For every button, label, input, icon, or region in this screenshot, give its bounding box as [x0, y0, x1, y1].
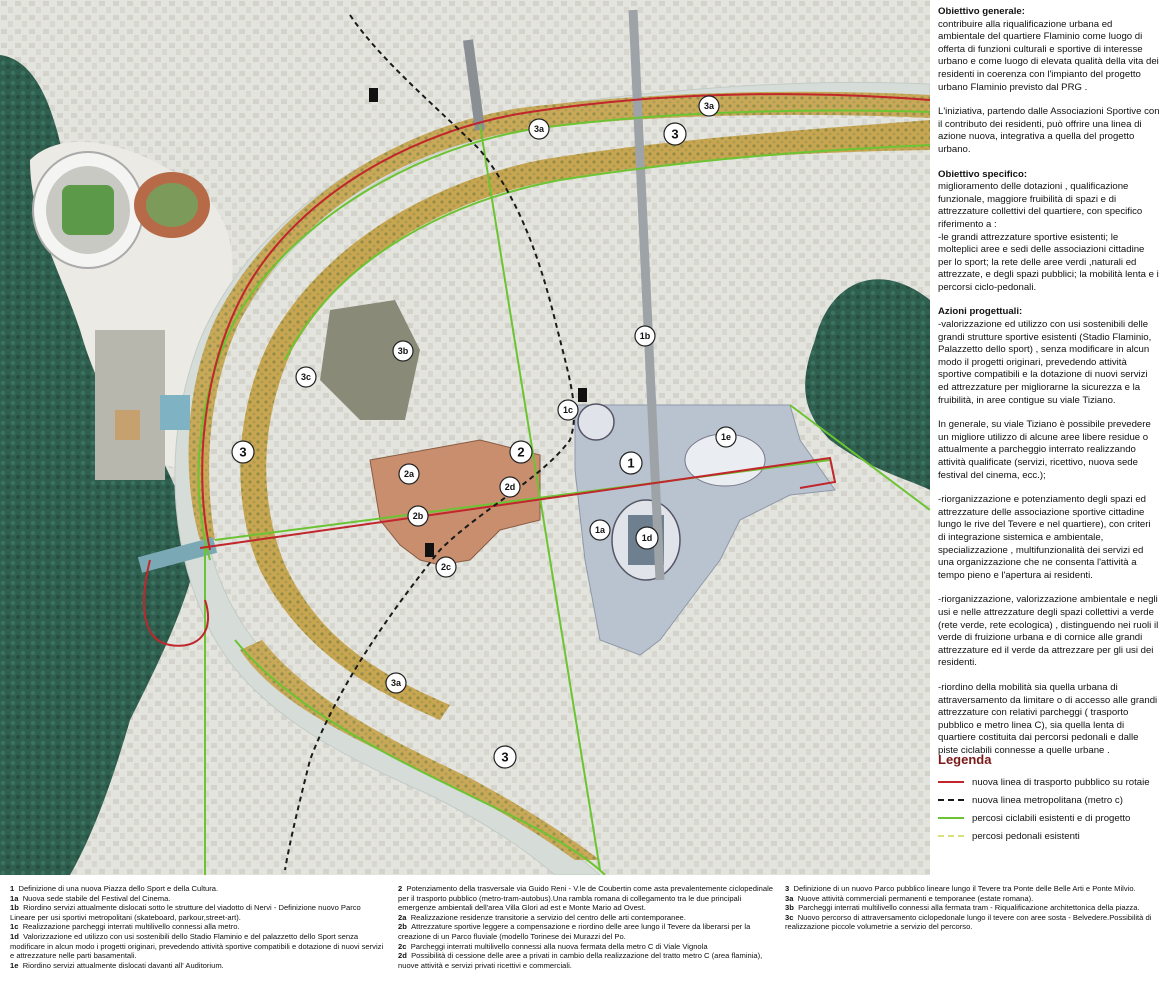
note-key: 1c	[10, 922, 19, 932]
map-marker-3a-top2	[529, 119, 549, 139]
note-text: Nuove attività commerciali permanenti e temporanee (estate romana).	[797, 893, 1034, 903]
legend-swatch	[938, 781, 964, 783]
map-marker-label: 3a	[390, 678, 402, 688]
note-text: Realizzazione parcheggi interrati multilivello connessi alla metro.	[22, 922, 240, 932]
legend-label: nuova linea di trasporto pubblico su rotaie	[972, 776, 1150, 788]
project-actions-title: Azioni progettuali:	[938, 306, 1023, 318]
notes-column-2	[398, 884, 773, 970]
note-text: Attrezzature sportive leggere a compensazione e riordino delle aree lungo il Tevere da liberarsi per la creazione di un Parco fluviale (modello Torinese dei Murazzi del Po.	[398, 922, 751, 941]
note-key: 1b	[10, 903, 19, 913]
map-marker-label: 2d	[504, 482, 516, 492]
note-item	[10, 903, 385, 922]
general-objective-text-2: L'iniziativa, partendo dalle Associazioni Sportive con il contributo dei residenti, può offrire una linea di azione nuova, integrativa a quella del progetto urbano.	[938, 106, 1160, 155]
note-key: 1e	[10, 960, 19, 970]
legend-swatch	[938, 817, 964, 819]
note-item	[398, 922, 773, 941]
map-marker-1c	[558, 400, 578, 420]
map-marker-3a-bottom	[386, 673, 406, 693]
legend-item	[938, 809, 1160, 827]
map-marker-label: 1c	[562, 405, 574, 415]
notes-column-3	[785, 884, 1160, 932]
map-marker-3-bottom	[494, 746, 516, 768]
note-key: 1a	[10, 893, 19, 903]
note-item	[10, 932, 385, 961]
note-text: Riordino servizi attualmente dislocati davanti all' Auditorium.	[22, 960, 224, 970]
note-item	[398, 884, 773, 913]
note-text: Parcheggi interrati multilivello connessi alla nuova fermata della metro C di Viale Vignola	[410, 941, 708, 951]
note-item	[398, 942, 773, 952]
note-key: 1d	[10, 931, 19, 941]
map-marker-label: 1b	[639, 331, 651, 341]
legend-item	[938, 791, 1160, 809]
athletics-track	[134, 172, 210, 238]
legend-swatch	[938, 799, 964, 801]
map-legend	[938, 752, 1160, 852]
project-action-5: -riordino della mobilità sia quella urbana di attraversamento da limitare o di accesso alle grandi attrezzature con relativi parcheggi ( trasporto pubblico e metro linea C), sia quella lenta di quartiere costituita dai percorsi pedonali e dalle piste ciclabili connesse a quelle urbane .	[938, 681, 1158, 756]
note-item	[785, 884, 1160, 894]
map-marker-label: 3	[239, 444, 247, 460]
map-marker-label: 3b	[397, 346, 409, 356]
map-marker-label: 3	[501, 749, 509, 765]
note-key: 3c	[785, 912, 794, 922]
map-marker-2b	[408, 506, 428, 526]
map-marker-label: 1a	[594, 525, 606, 535]
map-marker-label: 2	[517, 444, 525, 460]
note-key: 3a	[785, 893, 794, 903]
map-marker-label: 3	[671, 126, 679, 142]
note-text: Definizione di un nuovo Parco pubblico lineare lungo il Tevere tra Ponte delle Belle Arti e Ponte Milvio.	[793, 884, 1136, 893]
note-key: 2a	[398, 912, 407, 922]
general-objective-text: contribuire alla riqualificazione urbana ed ambientale del quartiere Flaminio come luogo di offerta di funzioni culturali e sportive di interesse urbano e come luogo di elevata qualità della vita dei residenti in coerenza con l'impianto del progetto urbano Flaminio previsto dal PRG .	[938, 18, 1159, 93]
note-key: 2	[398, 884, 403, 893]
note-text: Valorizzazione ed utilizzo con usi sostenibili dello Stadio Flaminio e del palazzetto dello Sport senza modificare in alcun modo i progetti originari, prevedendo attività sportive compatibili e dotazione di nuovi servizi e attrezzature nelle parti basamentali.	[10, 931, 384, 961]
note-key: 3b	[785, 903, 794, 913]
olympic-stadium	[33, 152, 143, 268]
map-marker-2c	[436, 557, 456, 577]
note-item	[398, 951, 773, 970]
general-objective-title: Obiettivo generale:	[938, 6, 1025, 17]
note-text: Potenziamento della trasversale via Guido Reni - V.le de Coubertin come asta prevalentemente ciclopedinale per il trasporto pubblico (metro-tram-autobus).Una rambla romana di collegamento tra le due principali emergenze ambientali dell'area Villa Glori ad est e Monte Mario ad Ovest.	[398, 884, 774, 913]
map-marker-label: 1	[627, 455, 635, 471]
project-notes	[10, 884, 1160, 976]
map-marker-1	[620, 452, 642, 474]
map-marker-3c	[296, 367, 316, 387]
note-text: Possibilità di cessione delle aree a privati in cambio della realizzazione del tratto metro C (area flaminia), nuove attività e servizi privati ricettivi e commerciali.	[398, 951, 763, 970]
palazzetto-dello-sport	[578, 404, 614, 440]
note-item	[10, 894, 385, 904]
project-action-1: -valorizzazione ed utilizzo con usi sostenibili delle grandi strutture sportive esistenti (Stadio Flaminio, Palazzetto dello sport) , senza modificare in alcun modo il progetti originari, prevedendo attività sportive compatibili e la dotazione di nuovi servizi ed attrezzature per migliorarne la sicurezza e la fruibilità, in aree contigue su viale Tiziano.	[938, 319, 1152, 406]
map-marker-3-left	[232, 441, 254, 463]
specific-objective-title: Obiettivo specifico:	[938, 168, 1028, 180]
note-text: Parcheggi interrati multilivello connessi alla fermata tram - Riqualificazione architettonica della piazza.	[798, 903, 1140, 913]
note-item	[10, 884, 385, 894]
legend-label: percosi ciclabili esistenti e di progetto	[972, 812, 1131, 824]
map-marker-2a	[399, 464, 419, 484]
legend-label: nuova linea metropolitana (metro c)	[972, 794, 1123, 806]
map-marker-label: 2c	[440, 562, 452, 572]
note-item	[10, 961, 385, 971]
notes-column-1	[10, 884, 385, 970]
note-key: 2d	[398, 951, 407, 961]
note-text: Riordino servizi attualmente dislocati sotto le strutture del viadotto di Nervi - Definizione nuovo Parco Lineare per usi sportivi metropolitani (skateboard, parkour,street-art).	[10, 903, 361, 922]
legend-item	[938, 827, 1160, 845]
note-key: 3	[785, 884, 790, 893]
map-marker-2	[510, 441, 532, 463]
map-marker-3b	[393, 341, 413, 361]
map-marker-label: 2a	[403, 469, 415, 479]
legend-label: percosi pedonali esistenti	[972, 830, 1080, 842]
note-item	[785, 894, 1160, 904]
map-marker-label: 1d	[641, 533, 653, 543]
map-marker-label: 3c	[300, 372, 312, 382]
project-action-4: -riorganizzazione, valorizzazione ambientale e negli usi e nelle attrezzature degli spazi collettivi a verde (rete verde, rete ecologica) , distinguendo nei ruoli il verde di fruizione urbana e di cornice alle grandi attrezzature ed il verde da attrezzare per gli usi dei residenti.	[938, 594, 1159, 669]
map-marker-label: 3a	[533, 124, 545, 134]
note-item	[785, 903, 1160, 913]
note-item	[10, 922, 385, 932]
objectives-panel	[938, 6, 1160, 756]
map-marker-1d	[636, 527, 658, 549]
map-marker-3-top	[664, 123, 686, 145]
map-marker-1a	[590, 520, 610, 540]
note-item	[398, 913, 773, 923]
note-text: Definizione di una nuova Piazza dello Sport e della Cultura.	[18, 884, 219, 893]
legend-title: Legenda	[938, 752, 992, 767]
note-text: Nuovo percorso di attraversamento ciclopedonale lungo il tevere con aree sosta - Belvedere.Possibilità di realizzazione piccole volumetrie a servizio del percorso.	[785, 912, 1152, 932]
map-marker-1b	[635, 326, 655, 346]
specific-objective-text: miglioramento delle dotazioni , qualificazione funzionale, maggiore fruibilità di spazi e di attrezzature collettivi del quartiere, con specifico riferimento a : -le grandi attrezzature sportive esistenti; le molteplici aree e sedi delle associazioni cittadine per lo sport; la rete delle aree verdi ,naturali ed attrezzate, e degli spazi pubblici; la mobilità lenta e i percorsi ciclo-pedonali.	[938, 181, 1159, 293]
map-marker-2d	[500, 477, 520, 497]
legend-item	[938, 773, 1160, 791]
legend-swatch	[938, 835, 964, 837]
map-marker-1e	[716, 427, 736, 447]
map-marker-label: 3a	[703, 101, 715, 111]
map-marker-label: 2b	[412, 511, 424, 521]
note-text: Realizzazione residenze transitorie a servizio del centro delle arti contemporanee.	[410, 912, 686, 922]
map-marker-label: 1e	[720, 432, 732, 442]
map-marker-3a-top	[699, 96, 719, 116]
note-text: Nuova sede stabile del Festival del Cinema.	[22, 893, 171, 903]
note-item	[785, 913, 1160, 932]
project-action-3: -riorganizzazione e potenziamento degli spazi ed attrezzature delle associazione sportive cittadine lungo le rive del Tevere e nel quartiere), con criteri di integrazione sistemica e ambientale, specializzazione , multifunzionalità dei servizi ed una organizzazione che ne consenta l'attività a tempo pieno e l'apertura ai residenti.	[938, 494, 1151, 581]
note-key: 1	[10, 884, 15, 893]
note-key: 2c	[398, 941, 407, 951]
note-key: 2b	[398, 922, 407, 932]
project-action-2: In generale, su viale Tiziano è possibile prevedere un migliore utilizzo di alcune aree libere residue o attualmente a parcheggio interrato realizzando attività qualificate (servizi, ricettivo, nuova sede festival del cinema, ecc.);	[938, 419, 1151, 481]
